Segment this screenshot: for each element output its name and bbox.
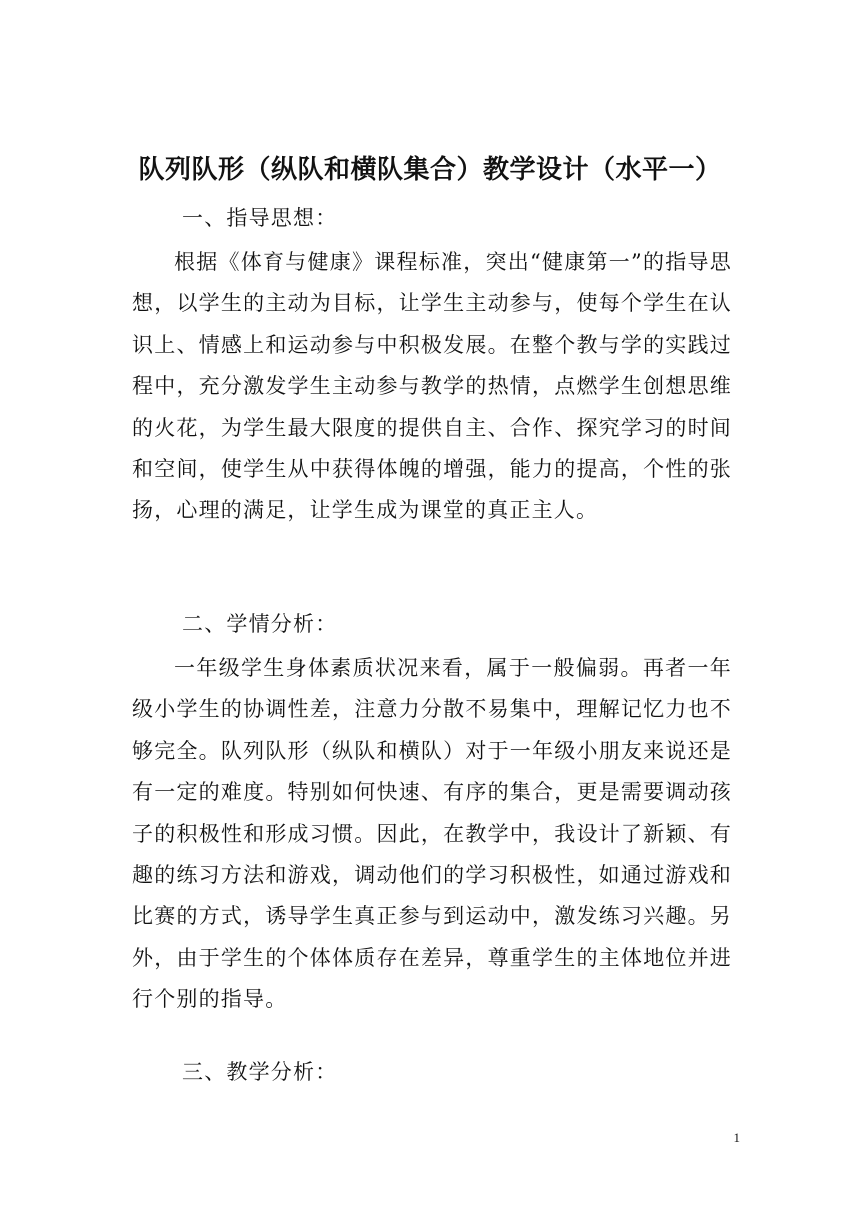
section-heading-student-analysis: 二、学情分析： [182,612,338,636]
paragraph-student-analysis: 一年级学生身体素质状况来看，属于一般偏弱。再者一年级小学生的协调性差，注意力分散不易集中，理解记忆力也不够完全。队列队形（纵队和横队）对于一年级小朋友来说还是有一定的难度。特别如何快速、有序的集合，更是需要调动孩子的积极性和形成习惯。因此，在教学中，我设计了新颖、有趣的练习方法和游戏，调动他们的学习积极性，如通过游戏和比赛的方式，诱导学生真正参与到运动中，激发练习兴趣。另外，由于学生的个体体质存在差异，尊重学生的主体地位并进行个别的指导。 [132,656,732,1012]
section-heading-guiding-ideology: 一、指导思想： [182,206,338,230]
document-title: 队列队形（纵队和横队集合）教学设计（水平一） [138,155,722,185]
paragraph-guiding-ideology: 根据《体育与健康》课程标准，突出“健康第一”的指导思想，以学生的主动为目标，让学生主动参与，使每个学生在认识上、情感上和运动参与中积极发展。在整个教与学的实践过程中，充分激发学生主动参与教学的热情，点燃学生创想思维的火花，为学生最大限度的提供自主、合作、探究学习的时间和空间，使学生从中获得体魄的增强，能力的提高，个性的张扬，心理的满足，让学生成为课堂的真正主人。 [132,250,732,523]
section-heading-teaching-analysis: 三、教学分析： [182,1060,338,1084]
page-number: 1 [733,1130,740,1145]
